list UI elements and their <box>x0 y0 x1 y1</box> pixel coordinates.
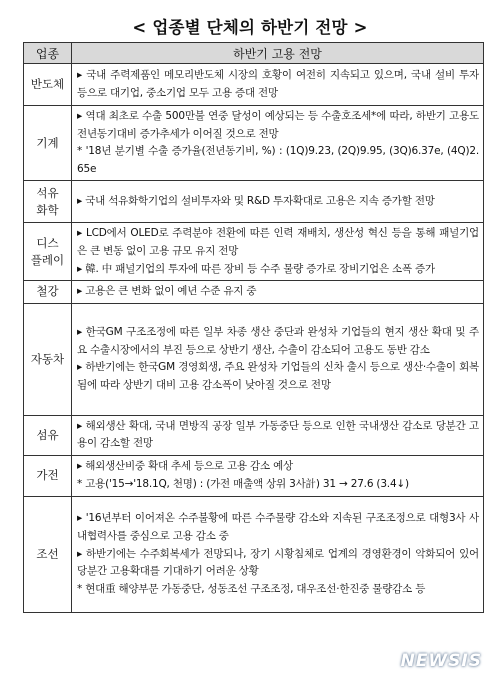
outlook-text: ▸ 역대 최초로 수출 500만불 연중 달성이 예상되는 등 수출호조세*에 따라, 하반기 고용도 전년동기대비 증가추세가 이어질 것으로 전망 <box>77 110 479 140</box>
outlook-table <box>23 42 484 613</box>
outlook-cell <box>72 303 484 415</box>
outlook-cell <box>72 181 484 223</box>
outlook-cell <box>72 281 484 304</box>
industry-label: 화학 <box>36 202 59 217</box>
table-row <box>24 106 484 181</box>
outlook-text: ▸ 하반기에는 수주회복세가 전망되나, 장기 시황침체로 업계의 경영환경이 악화되어 있어 당분간 고용확대를 기대하기 어려운 상황 <box>77 547 479 578</box>
table-row <box>24 181 484 223</box>
outlook-text: * '18년 분기별 수출 증가율(전년동기비, %) : (1Q)9.23, (2Q)9.95, (3Q)6.37e, (4Q)2.65e <box>77 145 479 175</box>
table-body <box>24 64 484 613</box>
outlook-text: ▸ 韓. 中 패널기업의 투자에 따른 장비 등 수주 물량 증가로 장비기업은 소폭 증가 <box>77 262 435 275</box>
industry-cell <box>24 415 72 455</box>
table-row <box>24 415 484 455</box>
outlook-text: ▸ 국내 석유화학기업의 설비투자와 및 R&D 투자확대로 고용은 지속 증가할 전망 <box>77 195 435 208</box>
industry-cell <box>24 223 72 281</box>
industry-label: 철강 <box>36 284 59 299</box>
table-row <box>24 223 484 281</box>
industry-label: 자동차 <box>30 351 65 366</box>
outlook-text: ▸ 해외생산비중 확대 추세 등으로 고용 감소 예상 <box>77 460 293 473</box>
table-row <box>24 64 484 106</box>
outlook-text: ▸ 하반기에는 한국GM 경영회생, 주요 완성차 기업들의 신차 출시 등으로 생산·수출이 회복됨에 따라 상반기 대비 고용 감소폭이 낮아질 것으로 전망 <box>77 361 479 391</box>
outlook-text: ▸ 국내 주력제품인 메모리반도체 시장의 호황이 여전히 지속되고 있으며, 국내 설비 투자 등으로 대기업, 중소기업 모두 고용 증대 전망 <box>77 68 479 99</box>
industry-label: 반도체 <box>30 77 65 91</box>
outlook-text: ▸ '16년부터 이어져온 수주불황에 따른 수주물량 감소와 지속된 구조조정으로 대형3사 사내협력사를 중심으로 고용 감소 중 <box>77 512 479 543</box>
newsis-watermark: NEWSIS <box>400 651 482 671</box>
table-row <box>24 496 484 612</box>
industry-label: 플레이 <box>30 252 65 267</box>
industry-cell <box>24 181 72 223</box>
table-row <box>24 281 484 304</box>
outlook-cell <box>72 223 484 281</box>
document-title: < 업종별 단체의 하반기 전망 > <box>132 18 368 37</box>
outlook-text: ▸ 한국GM 구조조정에 따른 일부 차종 생산 중단과 완성차 기업들의 현지 생산 확대 및 주요 수출시장에서의 부진 등으로 상반기 생산, 수출이 감소되어 고용도 동반 감소 <box>77 326 479 356</box>
industry-cell <box>24 496 72 612</box>
industry-label: 가전 <box>36 468 59 483</box>
header-industry: 업종 <box>24 43 72 64</box>
industry-label: 기계 <box>36 135 59 150</box>
industry-cell <box>24 455 72 496</box>
outlook-text: * 현대重 해양부문 가동중단, 성동조선 구조조정, 대우조선·한진중 물량감소 등 <box>77 582 426 595</box>
outlook-cell <box>72 106 484 181</box>
industry-cell <box>24 106 72 181</box>
outlook-text: ▸ 해외생산 확대, 국내 면방직 공장 일부 가동중단 등으로 인한 국내생산 감소로 당분간 고용이 감소할 전망 <box>77 419 479 450</box>
outlook-cell <box>72 64 484 106</box>
industry-cell <box>24 64 72 106</box>
industry-cell <box>24 303 72 415</box>
industry-label: 조선 <box>36 546 59 561</box>
table-row <box>24 303 484 415</box>
outlook-cell <box>72 455 484 496</box>
outlook-text: ▸ LCD에서 OLED로 주력분야 전환에 따른 인력 재배치, 생산성 혁신 등을 통해 패널기업은 큰 변동 없이 고용 규모 유지 전망 <box>77 227 479 257</box>
outlook-text: * 고용('15→'18.1Q, 천명) : (가전 매출액 상위 3사計) 31 → 27.6 (3.4↓) <box>77 477 409 490</box>
table-header-row <box>24 43 484 64</box>
outlook-text: ▸ 고용은 큰 변화 없이 예년 수준 유지 중 <box>77 285 257 298</box>
table-row <box>24 455 484 496</box>
outlook-cell <box>72 415 484 455</box>
outlook-cell <box>72 496 484 612</box>
industry-cell <box>24 281 72 304</box>
industry-label: 섬유 <box>36 427 59 442</box>
industry-label: 디스 <box>36 235 59 250</box>
header-outlook: 하반기 고용 전망 <box>72 43 484 64</box>
industry-label: 석유 <box>36 185 59 200</box>
